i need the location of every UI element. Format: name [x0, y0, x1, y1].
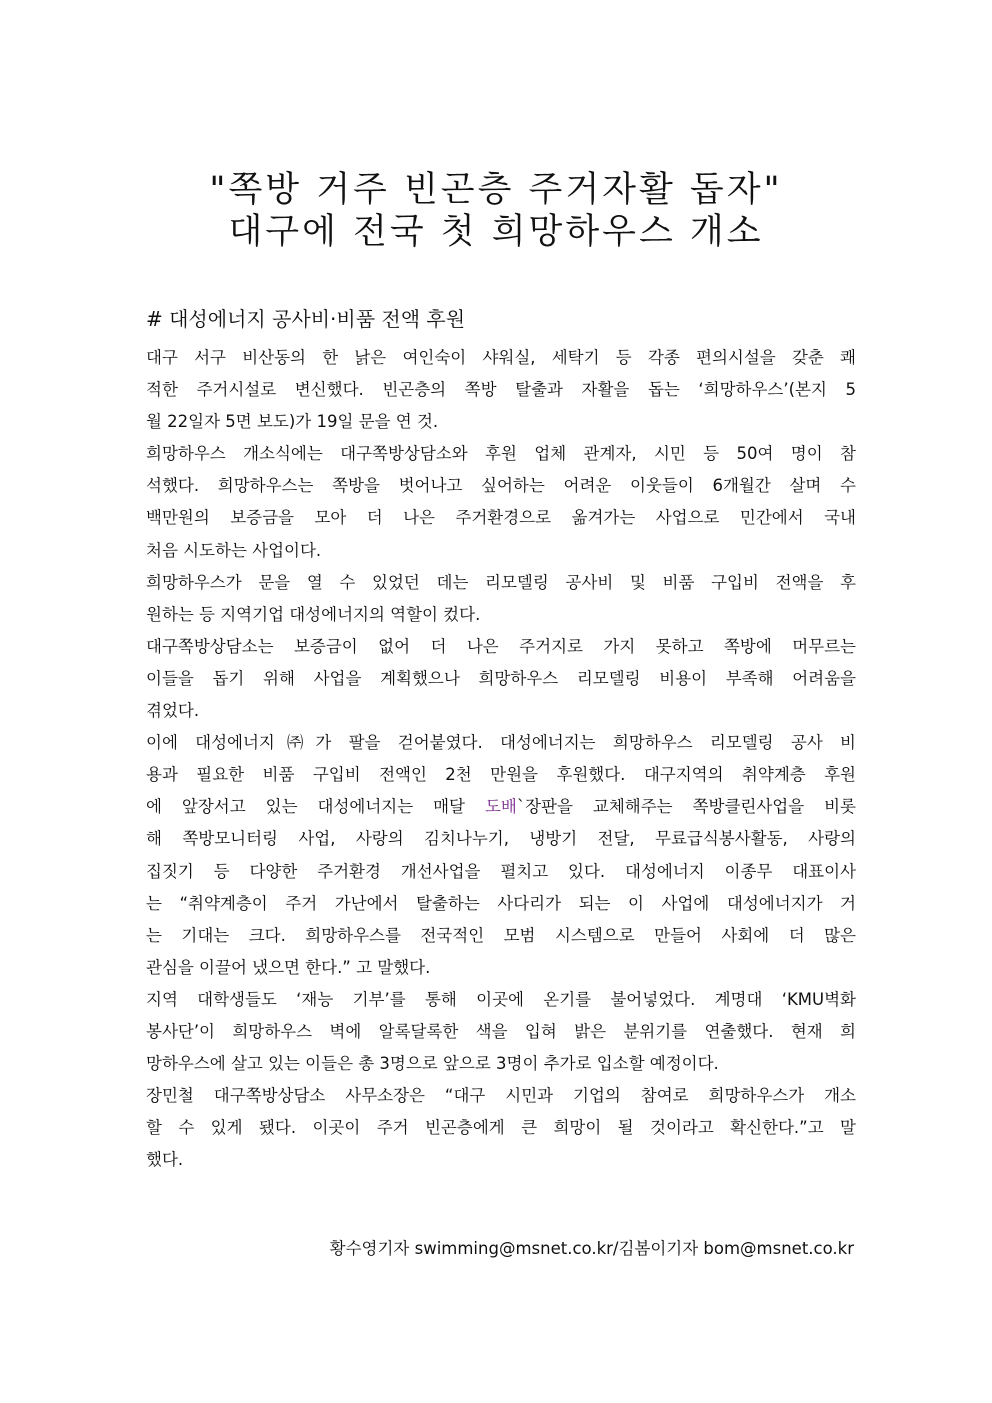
- body-line: 적한 주거시설로 변신했다. 빈곤층의 쪽방 탈출과 자활을 돕는 ‘희망하우스’(본지 5: [146, 380, 856, 400]
- body-line: 백만원의 보증금을 모아 더 나은 주거환경으로 옮겨가는 사업으로 민간에서 국내: [146, 508, 856, 528]
- body-line: 이들을 돕기 위해 사업을 계획했으나 희망하우스 리모델링 비용이 부족해 어려움을: [146, 668, 856, 688]
- body-line: 할 수 있게 됐다. 이곳이 주거 빈곤층에게 큰 희망이 될 것이라고 확신한다.”고 말: [146, 1118, 856, 1138]
- body-line: 희망하우스가 문을 열 수 있었던 데는 리모델링 공사비 및 비품 구입비 전액을 후: [146, 572, 856, 592]
- body-line: 용과 필요한 비품 구입비 전액인 2천 만원을 후원했다. 대구지역의 취약계층 후원: [146, 765, 856, 785]
- body-line: 관심을 이끌어 냈으면 한다.” 고 말했다.: [146, 957, 431, 977]
- body-line: 희망하우스 개소식에는 대구쪽방상담소와 후원 업체 관계자, 시민 등 50여 명이 참: [146, 444, 856, 464]
- headline-line-2: 대구에 전국 첫 희망하우스 개소: [228, 212, 764, 252]
- article-body: [146, 342, 856, 1176]
- body-line: 집짓기 등 다양한 주거환경 개선사업을 펼치고 있다. 대성에너지 이종무 대표이사: [146, 861, 856, 881]
- body-line: 했다.: [146, 1150, 184, 1170]
- body-line: 장민철 대구쪽방상담소 사무소장은 “대구 시민과 기업의 참여로 희망하우스가 개소: [146, 1086, 856, 1106]
- byline: 황수영기자 swimming@msnet.co.kr/김봄이기자 bom@msnet.co.kr: [329, 1239, 854, 1258]
- body-text: 에 앞장서고 있는 대성에너지는 매달: [146, 797, 485, 817]
- body-line: 는 “취약계층이 주거 가난에서 탈출하는 사다리가 되는 이 사업에 대성에너지가 거: [146, 893, 856, 913]
- subheadline: # 대성에너지 공사비·비품 전액 후원: [146, 307, 466, 331]
- body-line: 겪었다.: [146, 701, 200, 721]
- body-line: 지역 대학생들도 ‘재능 기부’를 통해 이곳에 온기를 불어넣었다. 계명대 ‘KMU벽화: [146, 989, 856, 1009]
- body-line: 월 22일자 5면 보도)가 19일 문을 연 것.: [146, 412, 439, 432]
- body-line-with-highlight: [146, 791, 856, 823]
- body-line: 대구쪽방상담소는 보증금이 없어 더 나은 주거지로 가지 못하고 쪽방에 머무르는: [146, 636, 856, 656]
- body-text: `장판을 교체해주는 쪽방클린사업을 비롯: [516, 797, 856, 817]
- body-line: 처음 시도하는 사업이다.: [146, 540, 322, 560]
- highlighted-word: 도배: [484, 797, 517, 817]
- body-line: 원하는 등 지역기업 대성에너지의 역할이 컸다.: [146, 604, 481, 624]
- body-line: 해 쪽방모니터링 사업, 사랑의 김치나누기, 냉방기 전달, 무료급식봉사활동, 사랑의: [146, 829, 856, 849]
- body-line: 망하우스에 살고 있는 이들은 총 3명으로 앞으로 3명이 추가로 입소할 예정이다.: [146, 1054, 719, 1074]
- body-line: 봉사단’이 희망하우스 벽에 알록달록한 색을 입혀 밝은 분위기를 연출했다. 현재 희: [146, 1021, 856, 1041]
- body-line: 대구 서구 비산동의 한 낡은 여인숙이 샤워실, 세탁기 등 각종 편의시설을 갖춘 쾌: [146, 348, 856, 367]
- body-line: 는 기대는 크다. 희망하우스를 전국적인 모범 시스템으로 만들어 사회에 더 많은: [146, 925, 856, 945]
- body-line: 이에 대성에너지㈜가 팔을 걷어붙였다. 대성에너지는 희망하우스 리모델링 공사 비: [146, 733, 856, 753]
- body-line: 석했다. 희망하우스는 쪽방을 벗어나고 싶어하는 어려운 이웃들이 6개월간 살며 수: [146, 476, 856, 496]
- headline-line-1: "쪽방 거주 빈곤층 주거자활 돕자": [209, 170, 783, 210]
